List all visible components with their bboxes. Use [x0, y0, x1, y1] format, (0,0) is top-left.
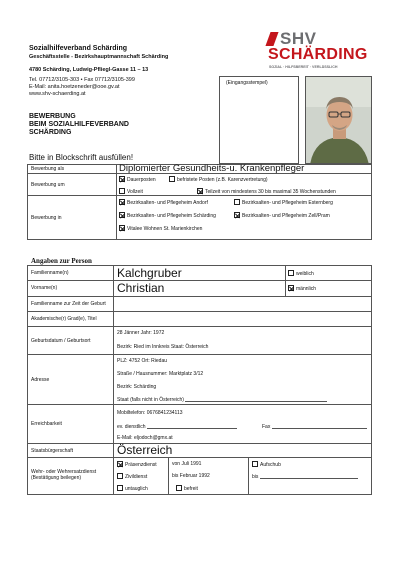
location-option-schaerding[interactable]: Bezirksalten- und Pflegeheim Schärding [119, 212, 216, 219]
scope-option-fulltime[interactable]: Vollzeit [119, 188, 143, 195]
org-email: E-Mail: anita.hoetzeneder@ooe.gv.at [29, 84, 120, 90]
org-web: www.shv-schaerding.at [29, 91, 86, 97]
org-subtitle: Geschäftsstelle - Bezirkshauptmannschaft Schärding [29, 54, 169, 60]
postponed-option[interactable]: Aufschub [252, 461, 281, 468]
postponed-until[interactable]: bis [252, 473, 358, 480]
firstname-value[interactable]: Christian [117, 281, 165, 295]
service-option-presence[interactable]: Präsenzdienst [117, 461, 157, 468]
checkbox-checked-icon[interactable] [288, 285, 294, 291]
scope-option-temporary[interactable]: befristete Posten (z.B. Karenzvertretung) [169, 176, 268, 183]
org-phone: Tel. 07712/3105-303 • Fax 07712/3105-399 [29, 77, 135, 83]
checkbox-checked-icon[interactable] [119, 199, 125, 205]
address-state-line [185, 396, 327, 402]
degree-label: Akademische(r) Grad(e), Titel [31, 316, 97, 322]
contact-label: Erreichbarkeit [31, 421, 62, 427]
applicant-photo [305, 76, 372, 164]
location-option-andorf[interactable]: Bezirksalten- und Pflegeheim Andorf [119, 199, 208, 206]
form-title-2: BEIM SOZIALHILFEVERBAND [29, 121, 129, 128]
org-address: 4780 Schärding, Ludwig-Pfliegl-Gasse 11 – 13 [29, 67, 149, 73]
checkbox-checked-icon[interactable] [197, 188, 203, 194]
logo-bottom-text: SCHÄRDING [268, 46, 368, 63]
birth-date[interactable]: 28 Jänner Jahr: 1972 [117, 330, 165, 336]
checkbox-icon[interactable] [169, 176, 175, 182]
degree-field[interactable] [117, 313, 369, 324]
location-label: Bewerbung in [31, 215, 62, 221]
checkbox-icon[interactable] [119, 188, 125, 194]
checkbox-checked-icon[interactable] [119, 176, 125, 182]
fax-line [272, 423, 367, 429]
service-option-exempt[interactable]: befreit [176, 485, 198, 492]
male-option[interactable]: männlich [288, 285, 316, 292]
stamp-label: (Eingangsstempel) [226, 80, 268, 86]
birthname-label: Familienname zur Zeit der Geburt [31, 301, 106, 307]
birth-place[interactable]: Bezirk: Ried im Innkreis Staat: Österreich [117, 344, 209, 350]
citizenship-label: Staatsbürgerschaft [31, 448, 73, 454]
org-title: Sozialhilfeverband Schärding [29, 45, 128, 52]
contact-fax[interactable]: Fax [262, 423, 367, 430]
surname-label: Familienname(n) [31, 270, 69, 276]
service-label-1: Wehr- oder Wehrersatzdienst [31, 469, 97, 475]
surname-value[interactable]: Kalchgruber [117, 266, 182, 280]
form-title-1: BEWERBUNG [29, 113, 76, 120]
address-street[interactable]: Straße / Hausnummer: Marktplatz 3/12 [117, 371, 204, 377]
postponed-line [260, 473, 358, 479]
service-to[interactable]: bis Februar 1992 [172, 473, 210, 479]
location-option-zell[interactable]: Bezirksalten- und Pflegeheim Zell/Pram [234, 212, 330, 219]
checkbox-icon[interactable] [176, 485, 182, 491]
instruction-text: Bitte in Blockschrift ausfüllen! [29, 153, 134, 162]
birth-label: Geburtsdatum / Geburtsort [31, 338, 91, 344]
address-label: Adresse [31, 377, 50, 383]
service-option-unfit[interactable]: untauglich [117, 485, 148, 492]
checkbox-checked-icon[interactable] [234, 212, 240, 218]
contact-office[interactable]: ev. dienstlich [117, 423, 237, 430]
firstname-label: Vorname(n) [31, 285, 58, 291]
service-label-2: (Bestätigung beilegen) [31, 475, 82, 481]
checkbox-icon[interactable] [252, 461, 258, 467]
checkbox-icon[interactable] [117, 485, 123, 491]
checkbox-checked-icon[interactable] [119, 212, 125, 218]
person-photo-icon [306, 77, 372, 164]
checkbox-icon[interactable] [288, 270, 294, 276]
person-section-title: Angaben zur Person [31, 257, 92, 265]
location-option-esternberg[interactable]: Bezirksalten- und Pflegeheim Esternberg [234, 199, 333, 206]
position-label: Bewerbung als [31, 166, 65, 172]
address-district[interactable]: Bezirk: Schärding [117, 384, 157, 390]
address-state[interactable]: Staat (falls nicht in Österreich) [117, 396, 327, 403]
service-from[interactable]: von Juli 1991 [172, 461, 202, 467]
checkbox-icon[interactable] [234, 199, 240, 205]
office-line [147, 423, 237, 429]
logo-accent-icon [265, 32, 278, 46]
checkbox-checked-icon[interactable] [117, 461, 123, 467]
form-title-3: SCHÄRDING [29, 129, 72, 136]
location-option-vitalee[interactable]: Vitalee Wohnen St. Marienkirchen [119, 225, 202, 232]
birthname-field[interactable] [117, 298, 369, 309]
scope-option-permanent[interactable]: Dauerposten [119, 176, 156, 183]
service-option-civil[interactable]: Zivildienst [117, 473, 147, 480]
stamp-box [219, 76, 299, 164]
scope-label: Bewerbung um [31, 182, 65, 188]
logo-top-text: SHV [280, 29, 317, 48]
scope-option-parttime[interactable]: Teilzeit von mindestens 30 bis maximal 35 Wochenstunden [197, 188, 336, 195]
address-zip[interactable]: PLZ: 4752 Ort: Riedau [117, 358, 168, 364]
contact-mobile[interactable]: Mobiltelefon: 0676841234113 [117, 410, 183, 416]
contact-email[interactable]: E-Mail: eljodoch@gmx.at [117, 435, 173, 441]
position-value[interactable]: Diplomierter Gesundheits-u. Krankenpfleger [119, 163, 305, 174]
checkbox-checked-icon[interactable] [119, 225, 125, 231]
female-option[interactable]: weiblich [288, 270, 314, 277]
citizenship-value[interactable]: Österreich [117, 443, 173, 457]
logo-tagline: SOZIAL · HILFSBEREIT · VERLÄSSLICH [269, 65, 338, 69]
checkbox-icon[interactable] [117, 473, 123, 479]
shv-logo [268, 30, 372, 76]
